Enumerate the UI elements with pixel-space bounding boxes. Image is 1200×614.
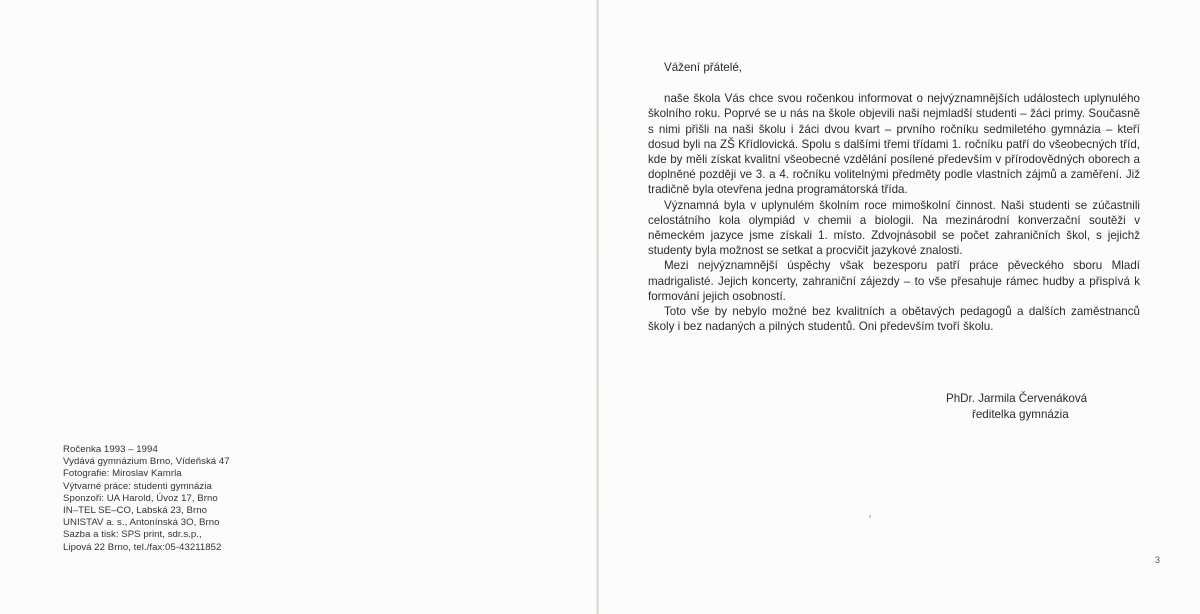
imprint-line: Výtvarné práce: studenti gymnázia — [63, 480, 212, 492]
imprint-colophon — [63, 444, 230, 554]
imprint-line: UNISTAV a. s., Antonínská 3O, Brno — [63, 517, 220, 529]
imprint-line: Lipová 22 Brno, tel./fax:05-43211852 — [63, 541, 222, 553]
letter-body — [648, 60, 1140, 334]
signatory-role: ředitelka gymnázia — [972, 408, 1069, 421]
letter-paragraph: Mezi nejvýznamnější úspěchy však bezesporu patří práce pěveckého sboru Mladí madrigalisté. Jejich koncerty, zahraniční zájezdy – to vše přesahuje rámec hudby a přispívá k formování jejich osobností. — [648, 259, 1140, 303]
letter-greeting: Vážení přátelé, — [664, 61, 742, 74]
imprint-line: Sponzoři: UA Harold, Úvoz 17, Brno — [63, 492, 218, 504]
imprint-line: IN–TEL SE–CO, Labská 23, Brno — [63, 505, 208, 517]
letter-paragraph: naše škola Vás chce svou ročenkou informovat o nejvýznamnějších událostech uplynulého školního roku. Poprvé se u nás na škole objevili naši nejmladší studenti – žáci primy. Současně s nimi přišli na naši školu i žáci dvou kvart – prvního ročníku sedmiletého gymnázia – kteří dosud byli na ZŠ Křídlovická. Spolu s dalšími třemi třídami 1. ročníku patří do všeobecných tříd, kde by měli získat kvalitní všeobecné vzdělání posílené především v přírodovědných oborech a doplněné později ve 3. a 4. ročníku volitelnými předměty podle vlastních zájmů a zaměření. Již tradičně byla otevřena jedna programátorská třída. — [648, 92, 1140, 197]
imprint-line: Ročenka 1993 – 1994 — [63, 444, 158, 455]
imprint-line: Vydává gymnázium Brno, Vídeňská 47 — [63, 456, 230, 468]
page-number: 3 — [1155, 555, 1161, 565]
letter-signature — [946, 391, 1087, 423]
imprint-line: Fotografie: Miroslav Kamrla — [63, 468, 182, 480]
imprint-line: Sazba a tisk: SPS print, sdr.s.p., — [63, 529, 202, 541]
letter-paragraph: Toto vše by nebylo možné bez kvalitních a obětavých pedagogů a dalších zaměstnanců školy i bez nadaných a pilných studentů. Oni především tvoří školu. — [648, 305, 1140, 334]
letter-paragraph: Významná byla v uplynulém školním roce mimoškolní činnost. Naši studenti se zúčastnili celostátního kola olympiád v chemii a biologii. Na mezinárodní konverzační soutěži v německém jazyce jsme získali 1. místo. Zdvojnásobil se počet zahraničních škol, s jejichž studenty byla možnost se setkat a procvičit jazykové znalosti. — [648, 198, 1140, 258]
signatory-name: PhDr. Jarmila Červenáková — [946, 392, 1088, 405]
left-page — [0, 0, 597, 614]
paper-speck — [869, 515, 871, 518]
